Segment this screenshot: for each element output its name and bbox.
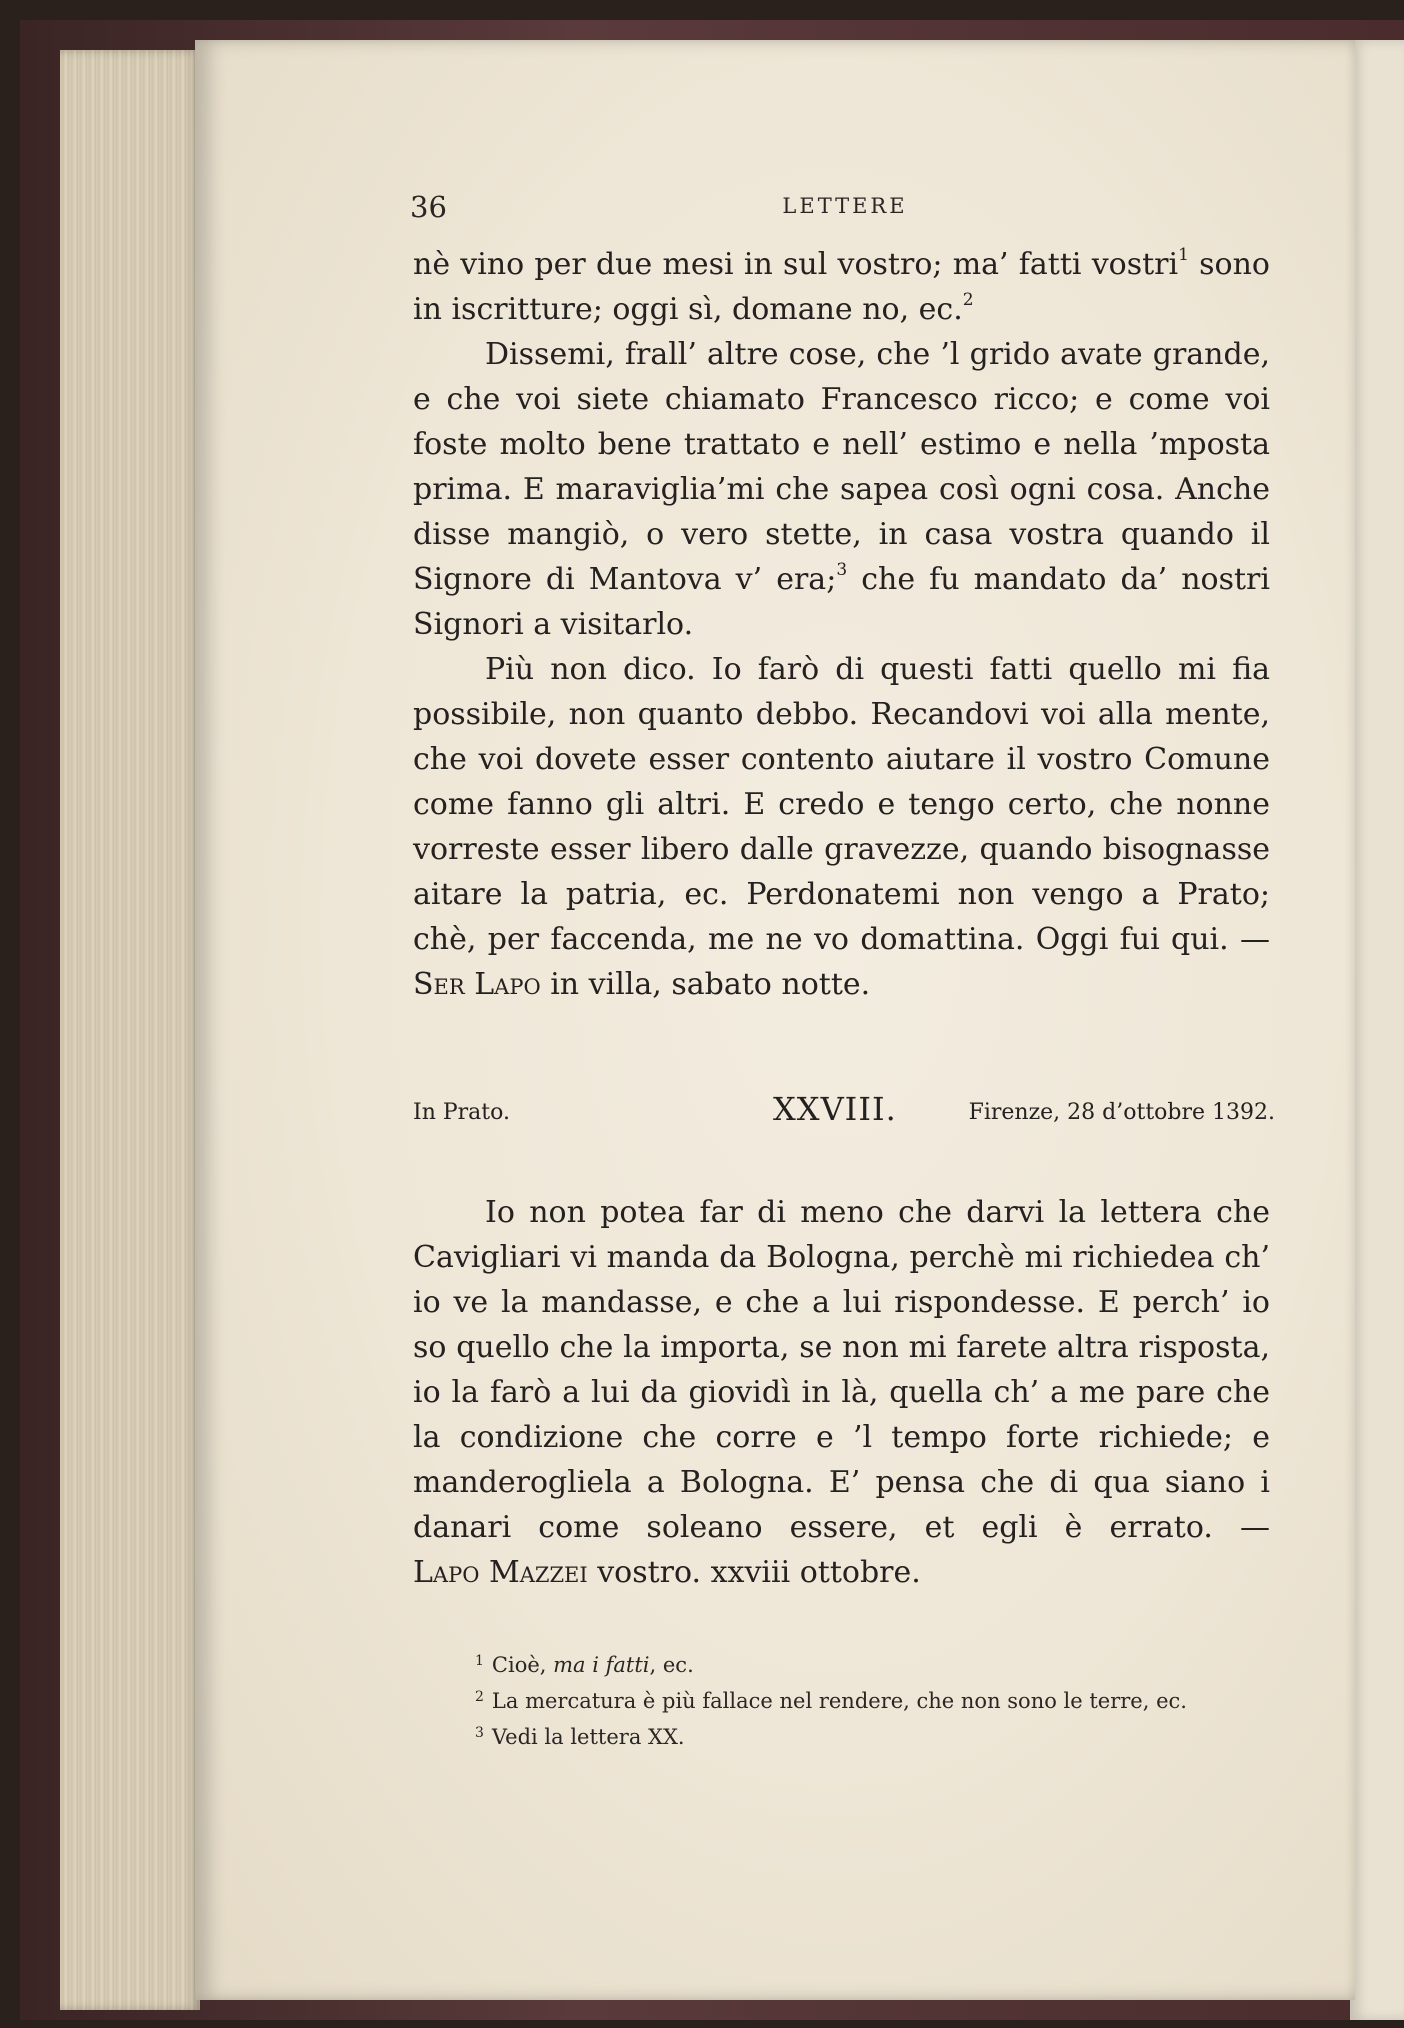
text-line: nè vino per due mesi in sul vostro; ma’ fatti vostri$^1$ sono bbox=[413, 245, 1270, 282]
footnotes bbox=[475, 1645, 1285, 1753]
footnote: $^2$ La mercatura è più fallace nel rendere, che non sono le terre, ec. bbox=[475, 1689, 1187, 1713]
paragraph: Dissemi, frall’ altre cose, che ’l grido avate grande, e che voi siete chiamato Francesco ricco; e come voi foste molto bene trattato e nell’ estimo e nella ’mposta prima. E maraviglia’mi che sapea così ogni cosa. Anche disse mangiò, o vero stette, in casa vostra quando il bbox=[413, 337, 1270, 552]
page-edges bbox=[60, 50, 200, 2010]
text-line: Signori a visitarlo. bbox=[413, 607, 694, 642]
letter-number: XXVIII. bbox=[773, 1090, 897, 1128]
footnote-ref: 2 bbox=[962, 290, 974, 310]
facing-page-edge bbox=[1350, 40, 1404, 2020]
signature-name: Lapo Mazzei bbox=[413, 1555, 588, 1590]
text-line: in iscritture; oggi sì, domane no, ec.$^2$ bbox=[413, 290, 974, 327]
text-line: Signore di Mantova v’ era;$^3$ che fu mandato da’ nostri bbox=[413, 560, 1270, 597]
running-head-title: LETTERE bbox=[782, 194, 908, 218]
footnote-ref: 3 bbox=[836, 560, 848, 580]
page-number: 36 bbox=[410, 190, 447, 224]
footnote-ref: 1 bbox=[1178, 245, 1189, 265]
running-head bbox=[410, 190, 1280, 224]
footnote: $^3$ Vedi la lettera XX. bbox=[475, 1725, 685, 1749]
signature-name: Ser Lapo bbox=[413, 967, 541, 1002]
letter-date: Firenze, 28 d’ottobre 1392. bbox=[968, 1100, 1275, 1125]
paragraph: Più non dico. Io farò di questi fatti quello mi fia possibile, non quanto debbo. Recandovi voi alla mente, che voi dovete esser contento aiutare il vostro Comune come fanno gli altri. E credo e tengo certo, che nonne vorreste esser libero dalle gravezze, quando bisognasse aitare la patria, ec. Perdonatemi non vengo a Prato; chè, per faccenda, me ne vo domattina. Oggi fui qui. — bbox=[413, 652, 1270, 957]
letter-recipient: In Prato. bbox=[413, 1100, 510, 1125]
letter-heading bbox=[413, 1090, 1275, 1134]
signature-line: Ser Lapo in villa, sabato notte. bbox=[413, 967, 871, 1002]
signature-line: Lapo Mazzei vostro. xxviii ottobre. bbox=[413, 1555, 921, 1590]
continued-letter-text bbox=[413, 242, 1270, 1007]
footnote: $^1$ Cioè, ma i fatti, ec. bbox=[475, 1653, 694, 1677]
letter-body bbox=[413, 1190, 1270, 1595]
paragraph: Io non potea far di meno che darvi la lettera che Cavigliari vi manda da Bologna, perchè mi richiedea ch’ io ve la mandasse, e che a lui rispondesse. E perch’ io so quello che la importa, se non mi farete altra risposta, io la farò a lui da giovidì in là, quella ch’ a me pare che la condizione che corre e ’l tempo forte richiede; e manderogliela a Bologna. E’ pensa che di qua siano i danari come soleano essere, et egli è errato. — bbox=[413, 1195, 1270, 1545]
